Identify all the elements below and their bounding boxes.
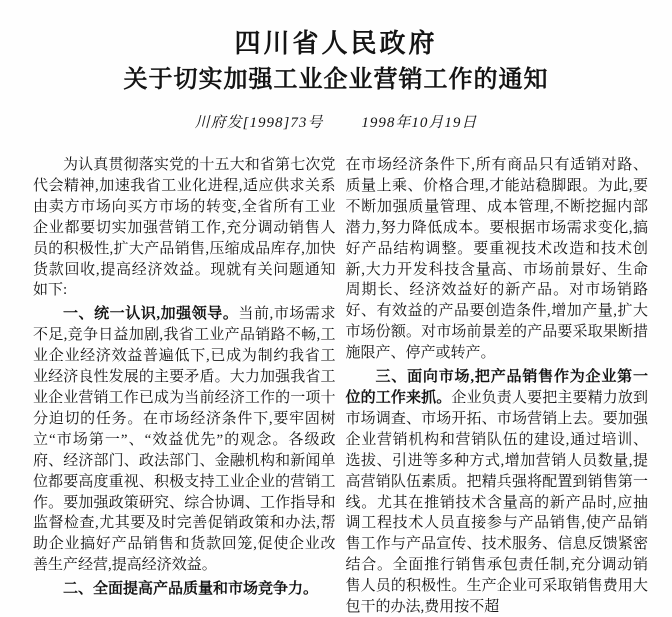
paragraph-intro	[33, 155, 336, 301]
paragraph-text: 企业负责人要把主要精力放到市场调查、市场开拓、市场营销上去。要加强企业营销机构和营销队伍的建设,通过培训、选拔、引进等多种方式,增加营销人员数量,提高营销队伍素质。把精兵强将配置到销售第一线。尤其在推销技术含量高的新产品时,应抽调工程技术人员直接参与产品销售,使产品销售工作与产品宣传、技术服务、信息反馈紧密结合。全面推行销售承包责任制,充分调动销售人员的积极性。生产企业可采取销售费用大包干的办法,费用按不超	[345, 389, 648, 616]
section-1-heading: 一、统一认识,加强领导。	[63, 306, 239, 323]
document-title-line1: 四川省人民政府	[234, 29, 438, 58]
paragraph-text: 为认真贯彻落实党的十五大和省第七次党代会精神,加速我省工业化进程,适应供求关系由卖方市场向买方市场的转变,全省所有工业企业都要切实加强营销工作,充分调动销售人员的积极性,扩大产品销售,压缩成品库存,加快货款回收,提高经济效益。现就有关问题通知如下:	[33, 157, 336, 299]
document-title-line2: 关于切实加强工业企业营销工作的通知	[123, 67, 549, 93]
paragraph-section-2-body	[346, 155, 649, 364]
document-meta-line	[0, 113, 672, 133]
paragraph-section-2-heading	[33, 579, 336, 600]
right-column	[346, 155, 649, 617]
document-body	[0, 155, 672, 617]
paragraph-section-1	[33, 304, 336, 576]
section-2-heading: 二、全面提高产品质量和市场竞争力。	[63, 581, 319, 598]
section-3-heading: 三、面向市场,把产品销售作为企业第一位的工作来抓。	[345, 369, 648, 406]
paragraph-text: 当前,市场需求不足,竞争日益加剧,我省工业产品销路不畅,工业企业经济效益普遍低下,已成为制约我省工业经济良性发展的主要矛盾。大力加强我省工业企业营销工作已成为当前经济工作的一项十分迫切的任务。在市场经济条件下,要牢固树立“市场第一”、“效益优先”的观念。各级政府、经济部门、政法部门、金融机构和新闻单位都要高度重视、积极支持工业企业的营销工作。要加强政策研究、综合协调、工作指导和监督检查,尤其要及时完善促销政策和办法,帮助企业搞好产品销售和货款回笼,促使企业改善生产经营,提高经济效益。	[33, 306, 336, 574]
paragraph-text: 在市场经济条件下,所有商品只有适销对路、质量上乘、价格合理,才能站稳脚跟。为此,要不断加强质量管理、成本管理,不断挖掘内部潜力,努力降低成本。要根据市场需求变化,搞好产品结构调整。要重视技术改造和技术创新,大力开发科技含量高、市场前景好、生命周期长、经济效益好的新产品。对市场销路好、有效益的产品要创造条件,增加产量,扩大市场份额。对市场前景差的产品要采取果断措施限产、停产或转产。	[345, 157, 648, 362]
document-number: 川府发[1998]73号	[194, 115, 324, 131]
document-date: 1998年10月19日	[361, 115, 478, 131]
paragraph-section-3	[346, 367, 649, 617]
left-column	[33, 155, 336, 617]
